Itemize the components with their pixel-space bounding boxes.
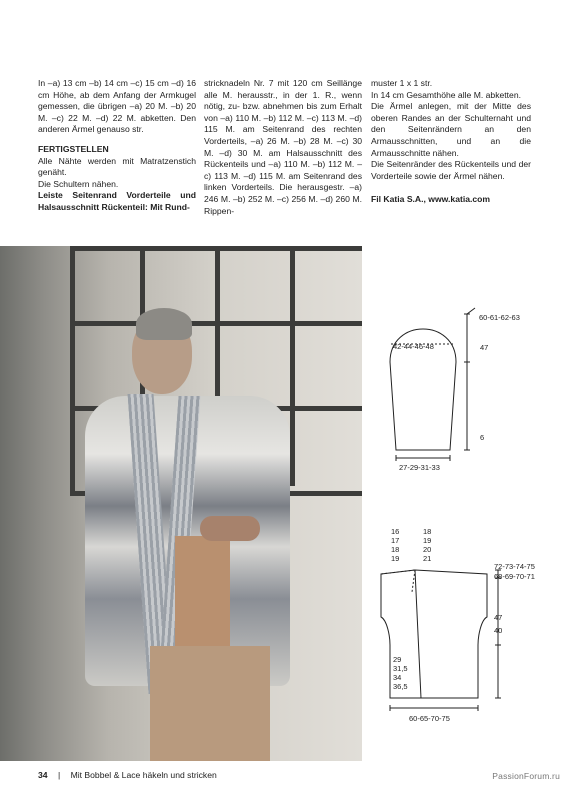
paragraph: Leiste Seitenrand Vorderteile und Halsausschnitt Rückenteil: Mit Rund- xyxy=(38,190,196,212)
watermark: PassionForum.ru xyxy=(492,771,560,781)
paragraph: Die Schultern nähen. xyxy=(38,178,119,189)
sleeve-width-top: 42-44-46-48 xyxy=(393,342,434,351)
paragraph: Die Seitenränder des Rückenteils und der Vorderteile sowie der Ärmel nähen. xyxy=(371,159,531,181)
paragraph: In 14 cm Gesamthöhe alle M. abketten. xyxy=(371,89,521,100)
footer-separator: | xyxy=(57,770,61,780)
shoulder-b-3: 20 xyxy=(423,545,432,554)
front-4: 36,5 xyxy=(393,682,408,691)
front-2: 31,5 xyxy=(393,664,408,673)
magazine-title: Mit Bobbel & Lace häkeln und stricken xyxy=(70,770,217,780)
sleeve-diagram xyxy=(390,308,475,461)
shoulder-a-4: 19 xyxy=(391,554,400,563)
paragraph: In –a) 13 cm –b) 14 cm –c) 15 cm –d) 16 cm Höhe, ab dem Anfang der Armkugel gemessen, die übrigen –a) 20 M. –b) 20 M. –c) 22 M. –d) 22 M. abketten. Den anderen Ärmel genauso str. xyxy=(38,78,196,135)
text-column-2 xyxy=(204,78,362,217)
pattern-diagrams xyxy=(363,300,566,730)
height-right-a: 72-73-74-75 xyxy=(494,562,535,571)
height-right-b: 68-69-70-71 xyxy=(494,572,535,581)
page-footer xyxy=(38,770,217,780)
shoulder-b-1: 18 xyxy=(423,527,432,536)
body-width-bottom: 60-65-70-75 xyxy=(409,714,450,723)
shoulder-b-4: 21 xyxy=(423,554,432,563)
text-column-3 xyxy=(371,78,531,206)
section-heading: FERTIGSTELLEN xyxy=(38,143,109,154)
paragraph: Die Ärmel anlegen, mit der Mitte des oberen Randes an der Schulternaht und den Seitenrändern an den Armausschnitten, und an die Armausschnitte nähen. xyxy=(371,101,531,158)
text-column-1 xyxy=(38,78,196,214)
shoulder-a-3: 18 xyxy=(391,545,400,554)
front-1: 29 xyxy=(393,655,402,664)
shoulder-a-1: 16 xyxy=(391,527,400,536)
shoulder-a-2: 17 xyxy=(391,536,400,545)
paragraph: Alle Nähte werden mit Matratzenstich genäht. xyxy=(38,155,196,178)
credit-line: Fil Katia S.A., www.katia.com xyxy=(371,194,491,205)
height-40: 40 xyxy=(494,626,503,635)
sleeve-height-47: 47 xyxy=(480,343,489,352)
model-photo xyxy=(0,246,362,761)
page-number: 34 xyxy=(38,770,48,780)
shoulder-b-2: 19 xyxy=(423,536,432,545)
height-47: 47 xyxy=(494,613,503,622)
paragraph: stricknadeln Nr. 7 mit 120 cm Seillänge alle M. herausstr., in der 1. R., wenn nötig, zu- bzw. abnehmen bis zum Erhalt von –a) 110 M. –b) 112 M. –c) 113 M. –d) 115 M. am Seitenrand des rechten Vorderteils, –a) 26 M. –b) 28 M. –c) 30 M. –d) 30 M. am Halsausschnitt des Rückenteils und –a) 110 M. –b) 112 M. –c) 113 M. –d) 115 M. am Seitenrand des linken Vorderteils. Die herausgestr. –a) 246 M. –b) 252 M. –c) 256 M. –d) 260 M. Rippen- xyxy=(204,78,362,216)
sleeve-top-label: 60-61-62-63 xyxy=(479,313,520,322)
sleeve-width-bottom: 27-29-31-33 xyxy=(399,463,440,472)
paragraph: muster 1 x 1 str. xyxy=(371,78,433,88)
sleeve-height-6: 6 xyxy=(480,433,485,442)
front-3: 34 xyxy=(393,673,402,682)
